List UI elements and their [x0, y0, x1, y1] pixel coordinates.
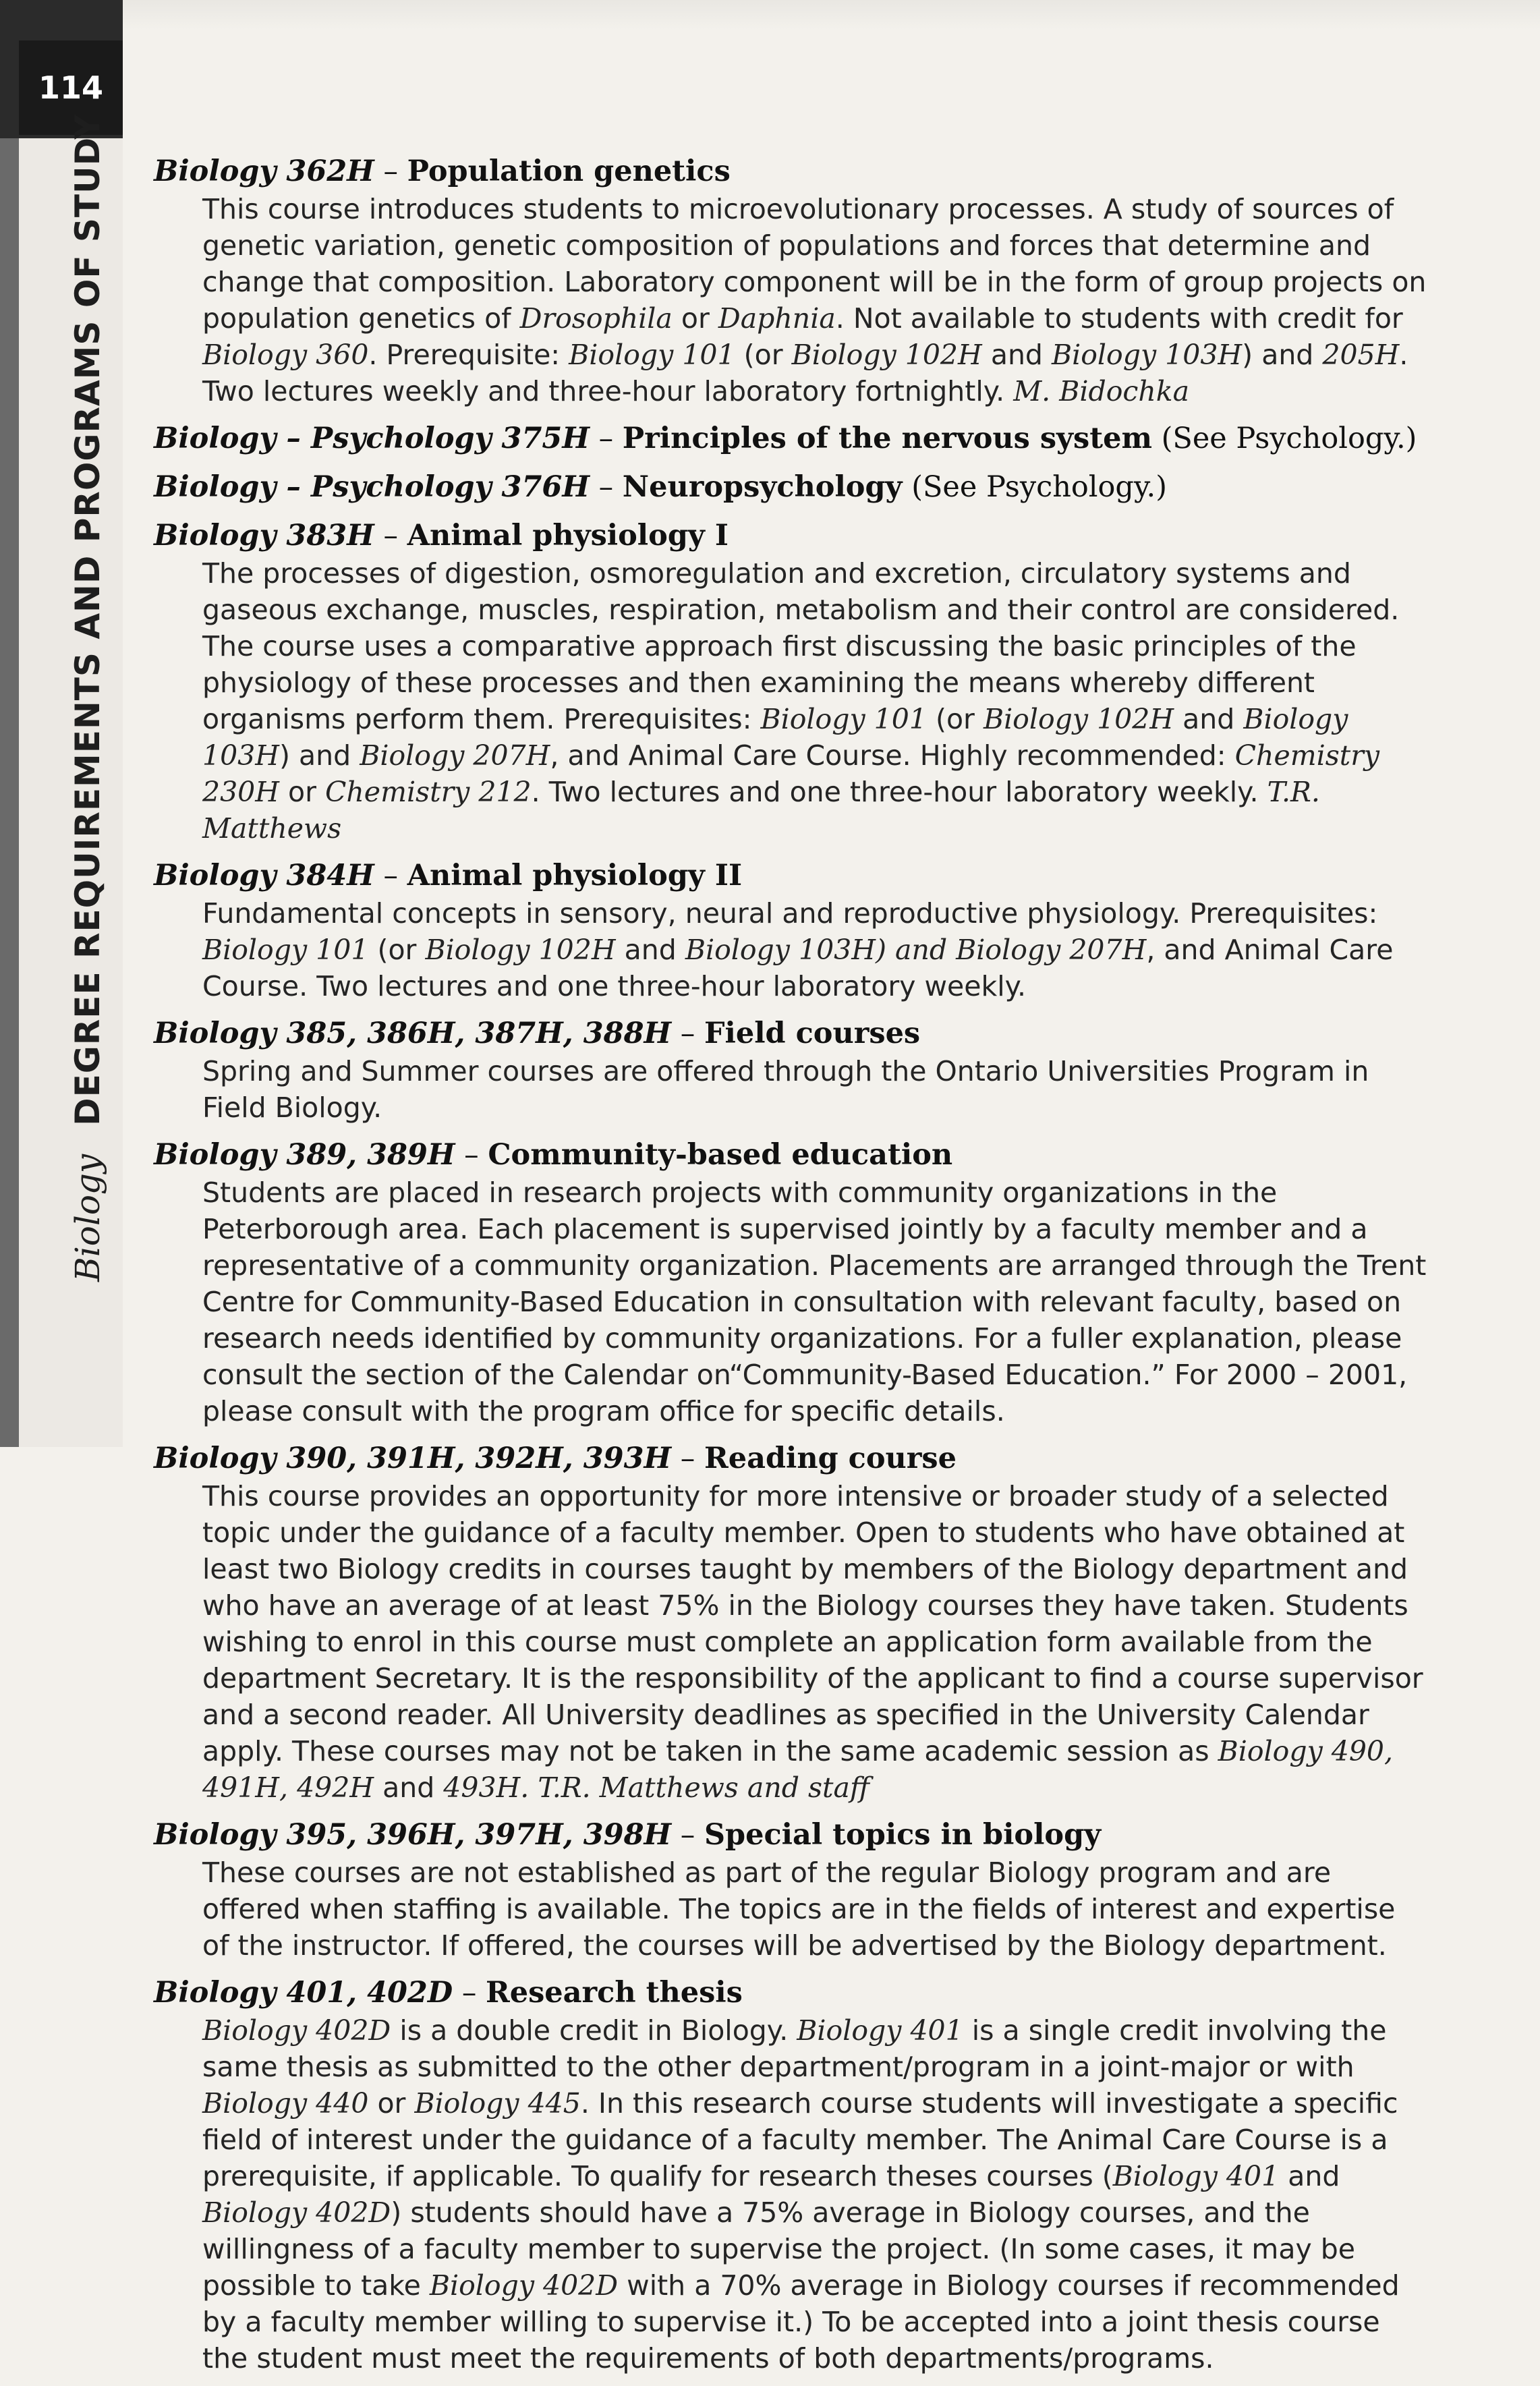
description-text: ) and — [279, 739, 360, 772]
course-code: Biology 389, 389H — [154, 1138, 455, 1172]
course-entry — [154, 467, 1429, 507]
course-reference: Biology 102H — [425, 934, 616, 966]
course-code: Biology 395, 396H, 397H, 398H — [154, 1818, 672, 1852]
course-reference: T.R. Matthews — [202, 776, 1320, 845]
course-code: Biology 384H — [154, 859, 374, 892]
description-text: or — [279, 776, 326, 808]
course-reference: M. Bidochka — [1013, 375, 1190, 407]
course-name: Special topics in biology — [704, 1818, 1102, 1852]
course-name: Reading course — [704, 1442, 957, 1475]
course-entry — [154, 1815, 1429, 1964]
course-reference: Daphnia — [718, 302, 836, 335]
course-description — [154, 1478, 1429, 1806]
course-entry — [154, 1973, 1429, 2377]
course-title: Biology 362H – Population genetics — [154, 154, 731, 188]
course-entry — [154, 516, 1429, 847]
section-name: Biology — [68, 1154, 107, 1282]
course-title: Biology 384H – Animal physiology II — [154, 859, 743, 892]
page-number: 114 — [19, 40, 123, 135]
course-reference: Biology 445 — [414, 2087, 581, 2120]
course-title: Biology 383H – Animal physiology I — [154, 519, 729, 552]
description-text: and — [1174, 703, 1244, 735]
page-top-band — [0, 0, 1540, 30]
course-name: Neuropsychology — [622, 470, 903, 504]
course-code: Biology 362H — [154, 154, 374, 188]
description-text: Fundamental concepts in sensory, neural and reproductive physiology. Prerequisites: — [202, 897, 1378, 930]
course-reference: Biology 360 — [202, 339, 369, 371]
description-text: This course provides an opportunity for more intensive or broader study of a selected topic under the guidance of a faculty member. Open to students who have obtained at least two Biology credits in courses taught by members of the Biology department and who have an average of at least 75% in the Biology courses they have taken. Students wishing to enrol in this course must complete an application form available from the department Secretary. It is the responsibility of the applicant to find a course supervisor and a second reader. All University deadlines as specified in the University Calendar apply. These courses may not be taken in the same academic session as — [202, 1480, 1423, 1767]
description-text: These courses are not established as part of the regular Biology program and are offered when staffing is available. The topics are in the fields of interest and expertise of the instructor. If offered, the courses will be advertised by the Biology department. — [202, 1856, 1396, 1962]
course-title: Biology 395, 396H, 397H, 398H – Special topics in biology — [154, 1818, 1102, 1852]
description-text: . Two lectures and one three-hour laboratory weekly. — [531, 776, 1267, 808]
description-text: or — [368, 2087, 415, 2120]
course-title: Biology 385, 386H, 387H, 388H – Field courses — [154, 1017, 921, 1050]
description-text: (or — [926, 703, 983, 735]
course-reference: Chemistry 212 — [325, 776, 532, 808]
course-entry — [154, 152, 1429, 409]
course-reference: Biology 101 — [202, 934, 369, 966]
course-code: Biology – Psychology 376H — [154, 470, 590, 504]
course-description — [154, 1053, 1429, 1126]
course-name: Research thesis — [486, 1976, 743, 2010]
description-text: . Prerequisite: — [368, 339, 569, 371]
course-description — [154, 191, 1429, 409]
course-reference: Drosophila — [519, 302, 673, 335]
course-entry — [154, 856, 1429, 1004]
course-cross-reference: (See Psychology.) — [911, 470, 1167, 504]
course-name: Animal physiology I — [407, 519, 729, 552]
description-text: , and Animal Care Course. Two lectures and one three-hour laboratory weekly. — [202, 934, 1394, 1002]
course-title: Biology – Psychology 376H – Neuropsychology (See Psychology.) — [154, 470, 1167, 504]
course-description — [154, 1854, 1429, 1964]
course-reference: Biology 102H — [791, 339, 982, 371]
course-name: Community-based education — [488, 1138, 953, 1172]
course-title: Biology – Psychology 375H – Principles of the nervous system (See Psychology.) — [154, 422, 1417, 455]
description-text: Spring and Summer courses are offered through the Ontario Universities Program in Field Biology. — [202, 1055, 1369, 1124]
course-cross-reference: (See Psychology.) — [1161, 422, 1417, 455]
description-text: . Not available to students with credit for — [835, 302, 1403, 335]
course-description — [154, 1174, 1429, 1429]
description-text: is a double credit in Biology. — [391, 2014, 797, 2047]
description-text: and — [1279, 2160, 1340, 2192]
course-reference: Biology 101 — [569, 339, 735, 371]
description-text: and — [374, 1771, 444, 1804]
description-text: (or — [368, 934, 426, 966]
course-listing — [154, 152, 1429, 2386]
course-reference: Biology 401 — [797, 2014, 963, 2047]
course-title: Biology 401, 402D – Research thesis — [154, 1976, 743, 2010]
course-name: Principles of the nervous system — [622, 422, 1152, 455]
course-description — [154, 895, 1429, 1004]
description-text: or — [672, 302, 718, 335]
course-reference: Biology 102H — [983, 703, 1174, 735]
course-reference: Chemistry 230H — [202, 739, 1379, 808]
course-reference: Biology 402D — [202, 2196, 391, 2229]
course-name: Population genetics — [407, 154, 731, 188]
description-text: (or — [735, 339, 792, 371]
course-code: Biology 390, 391H, 392H, 393H — [154, 1442, 672, 1475]
course-reference: 493H. T.R. Matthews and staff — [443, 1771, 870, 1804]
course-reference: Biology 103H — [202, 703, 1348, 772]
course-description — [154, 2012, 1429, 2377]
section-heading: DEGREE REQUIREMENTS AND PROGRAMS OF STUDY — [68, 114, 107, 1126]
description-text: . In this research course students will investigate a specific field of interest under the guidance of a faculty member. The Animal Care Course is a prerequisite, if applicable. To qualify for research theses courses ( — [202, 2087, 1398, 2192]
course-reference: Biology 490, 491H, 492H — [202, 1735, 1394, 1804]
course-reference: Biology 207H — [360, 739, 550, 772]
course-reference: Biology 103H) and Biology 207H — [685, 934, 1147, 966]
description-text: This course introduces students to microevolutionary processes. A study of sources of genetic variation, genetic composition of populations and forces that determine and change that composition. Laboratory component will be in the form of group projects on population genetics of — [202, 193, 1427, 335]
description-text: is a single credit involving the same thesis as submitted to the other department/program in a joint-major or with — [202, 2014, 1387, 2083]
description-text: . Two lectures weekly and three-hour laboratory fortnightly. — [202, 339, 1408, 407]
course-reference: Biology 101 — [760, 703, 927, 735]
course-code: Biology 401, 402D — [154, 1976, 453, 2010]
course-name: Animal physiology II — [407, 859, 743, 892]
course-code: Biology 383H — [154, 519, 374, 552]
course-entry — [154, 1135, 1429, 1429]
side-title — [68, 114, 107, 1282]
course-entry — [154, 1014, 1429, 1126]
description-text: and — [615, 934, 685, 966]
side-bar-edge — [0, 138, 19, 1447]
course-reference: Biology 402D — [202, 2014, 391, 2047]
course-reference: Biology 401 — [1112, 2160, 1280, 2192]
description-text: The processes of digestion, osmoregulation and excretion, circulatory systems and gaseous exchange, muscles, respiration, metabolism and their control are considered. The course uses a comparative approach first discussing the basic principles of the physiology of these processes and then examining the means whereby different organisms perform them. Prerequisites: — [202, 557, 1400, 735]
course-name: Field courses — [704, 1017, 921, 1050]
course-reference: Biology 440 — [202, 2087, 369, 2120]
course-description — [154, 555, 1429, 847]
course-title: Biology 389, 389H – Community-based education — [154, 1138, 953, 1172]
side-bar — [0, 0, 123, 1447]
description-text: , and Animal Care Course. Highly recommended: — [550, 739, 1235, 772]
description-text: and — [981, 339, 1052, 371]
course-entry — [154, 419, 1429, 458]
course-code: Biology – Psychology 375H — [154, 422, 590, 455]
description-text: ) students should have a 75% average in Biology courses, and the willingness of a faculty member to supervise the project. (In some cases, it may be possible to take — [202, 2196, 1356, 2302]
course-code: Biology 385, 386H, 387H, 388H — [154, 1017, 672, 1050]
description-text: with a 70% average in Biology courses if recommended by a faculty member willing to supervise it.) To be accepted into a joint thesis course the student must meet the requirements of both departments/programs. — [202, 2269, 1400, 2375]
course-entry — [154, 1439, 1429, 1806]
course-title: Biology 390, 391H, 392H, 393H – Reading course — [154, 1442, 957, 1475]
course-reference: 205H — [1322, 339, 1400, 371]
course-reference: Biology 402D — [429, 2269, 619, 2302]
description-text: Students are placed in research projects with community organizations in the Peterborough area. Each placement is supervised jointly by a faculty member and a representative of a community organization. Placements are arranged through the Trent Centre for Community-Based Education in consultation with relevant faculty, based on research needs identified by community organizations. For a fuller explanation, please consult the section of the Calendar on“Community-Based Education.” For 2000 – 2001, please consult with the program office for specific details. — [202, 1176, 1427, 1427]
description-text: ) and — [1242, 339, 1323, 371]
course-reference: Biology 103H — [1051, 339, 1243, 371]
